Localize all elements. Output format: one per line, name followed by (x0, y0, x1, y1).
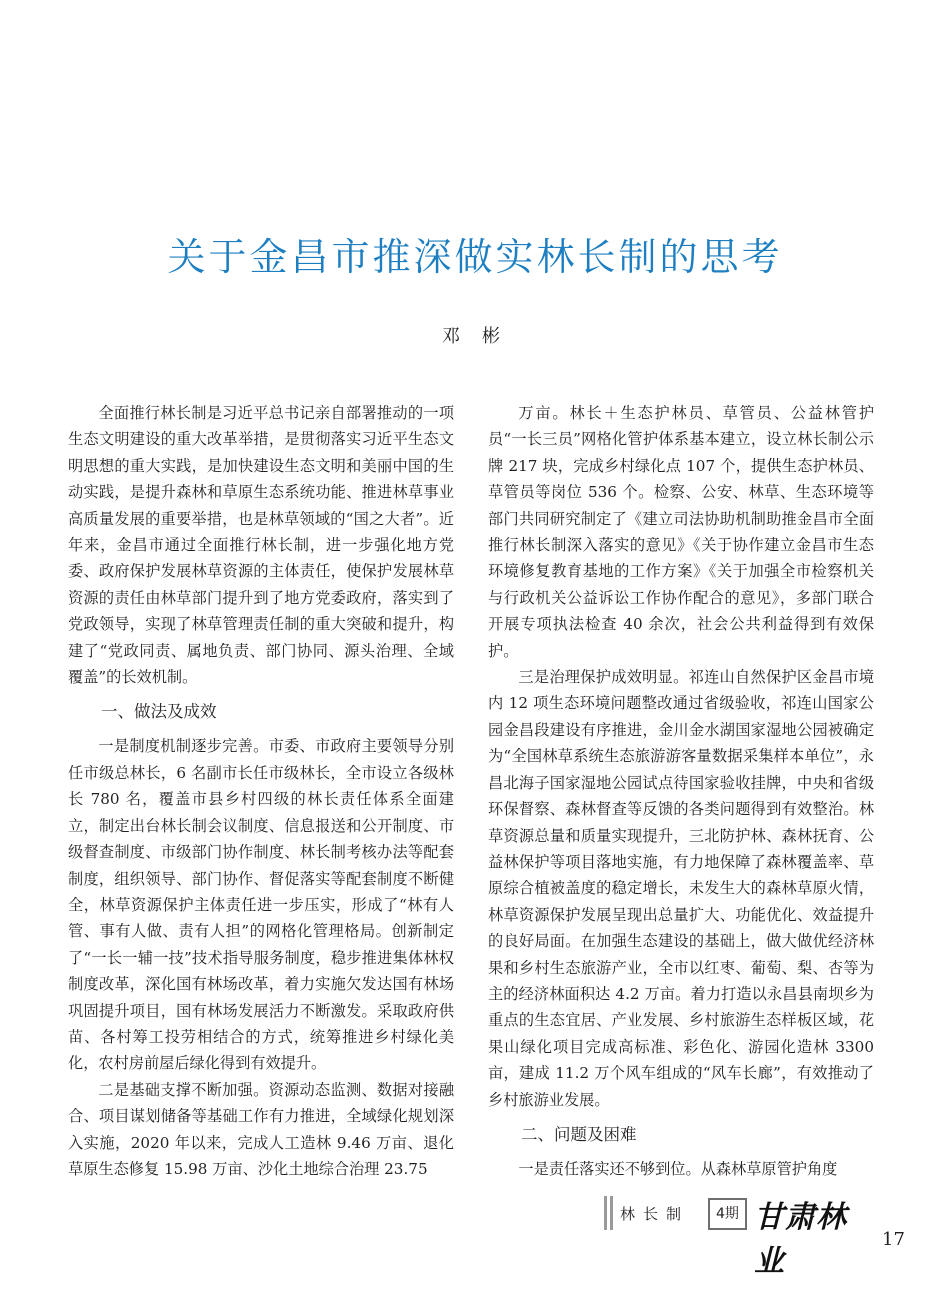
paragraph-foundation-continued: 万亩。林长＋生态护林员、草管员、公益林管护员“一长三员”网格化管护体系基本建立，设立林长制公示牌 217 块，完成乡村绿化点 107 个，提供生态护林员、草管员等岗位 536 个。检察、公安、林草、生态环境等部门共同研究制定了《建立司法协助机制助推金昌市全面推行林长制深入落实的意见》《关于协作建立金昌市生态环境修复教育基地的工作方案》《关于加强全市检察机关与行政机关公益诉讼工作协作配合的意见》，多部门联合开展专项执法检查 40 余次，社会公共利益得到有效保护。 (488, 404, 874, 660)
intro-paragraph: 全面推行林长制是习近平总书记亲自部署推动的一项生态文明建设的重大改革举措，是贯彻落实习近平生态文明思想的重大实践，是加快建设生态文明和美丽中国的生动实践，是提升森林和草原生态系统功能、推进林草事业高质量发展的重要举措，也是林草领域的“国之大者”。近年来，金昌市通过全面推行林长制，进一步强化地方党委、政府保护发展林草资源的主体责任，使保护发展林草资源的责任由林草部门提升到了地方党委政府，落实到了党政领导，实现了林草管理责任制的重大突破和提升，构建了“党政同责、属地负责、部门协同、源头治理、全域覆盖”的长效机制。 (68, 404, 454, 687)
paragraph-foundation: 二是基础支撑不断加强。资源动态监测、数据对接融合、项目谋划储备等基础工作有力推进，全域绿化规划深入实施，2020 年以来，完成人工造林 9.46 万亩、退化草原生态修复 15.98 万亩、沙化土地综合治理 23.75 (68, 1080, 454, 1178)
right-column (488, 400, 874, 1182)
footer-issue-box: 4期 (708, 1198, 747, 1230)
paragraph-governance: 三是治理保护成效明显。祁连山自然保护区金昌市境内 12 项生态环境问题整改通过省级验收，祁连山国家公园金昌段建设有序推进，金川金水湖国家湿地公园被确定为“全国林草系统生态旅游游客量数据采集样本单位”，永昌北海子国家湿地公园试点待国家验收挂牌，中央和省级环保督察、森林督查等反馈的各类问题得到有效整治。林草资源总量和质量实现提升，三北防护林、森林抚育、公益林保护等项目落地实施，有力地保障了森林覆盖率、草原综合植被盖度的稳定增长，未发生大的森林草原火情，林草资源保护发展呈现出总量扩大、功能优化、效益提升的良好局面。在加强生态建设的基础上，做大做优经济林果和乡村生态旅游产业，全市以红枣、葡萄、梨、杏等为主的经济林面积达 4.2 万亩。着力打造以永昌县南坝乡为重点的生态宜居、产业发展、乡村旅游生态样板区域，花果山绿化项目完成高标准、彩色化、游园化造林 3300 亩，建成 11.2 万个风车组成的“风车长廊”，有效推动了乡村旅游业发展。 (488, 668, 874, 1109)
section-heading-measures: 一、做法及成效 (101, 702, 217, 722)
paragraph-responsibility: 一是责任落实还不够到位。从森林草原管护角度 (518, 1159, 838, 1178)
left-column (68, 400, 454, 1182)
section-heading-problems: 二、问题及困难 (521, 1124, 637, 1144)
running-footer (604, 1196, 874, 1279)
article-title: 关于金昌市推深做实林长制的思考 (167, 235, 783, 279)
page-number: 17 (882, 1229, 905, 1250)
footer-divider-bar (610, 1196, 613, 1230)
journal-logo: 甘肃林业 (754, 1200, 847, 1279)
footer-divider-bar (604, 1196, 607, 1230)
article-author: 邓彬 (442, 326, 522, 347)
footer-section-name: 林长制 (620, 1205, 690, 1223)
paragraph-institutions: 一是制度机制逐步完善。市委、市政府主要领导分别任市级总林长，6 名副市长任市级林长，全市设立各级林长 780 名，覆盖市县乡村四级的林长责任体系全面建立，制定出台林长制会议制度、信息报送和公开制度、市级督查制度、市级部门协作制度、林长制考核办法等配套制度，组织领导、部门协作、督促落实等配套制度不断健全，林草资源保护主体责任进一步压实，形成了“林有人管、事有人做、责有人担”的网格化管理格局。创新制定了“一长一辅一技”技术指导服务制度，稳步推进集体林权制度改革，深化国有林场改革，着力实施欠发达国有林场巩固提升项目，国有林场发展活力不断激发。采取政府供苗、各村筹工投劳相结合的方式，统筹推进乡村绿化美化，农村房前屋后绿化得到有效提升。 (68, 737, 454, 1073)
